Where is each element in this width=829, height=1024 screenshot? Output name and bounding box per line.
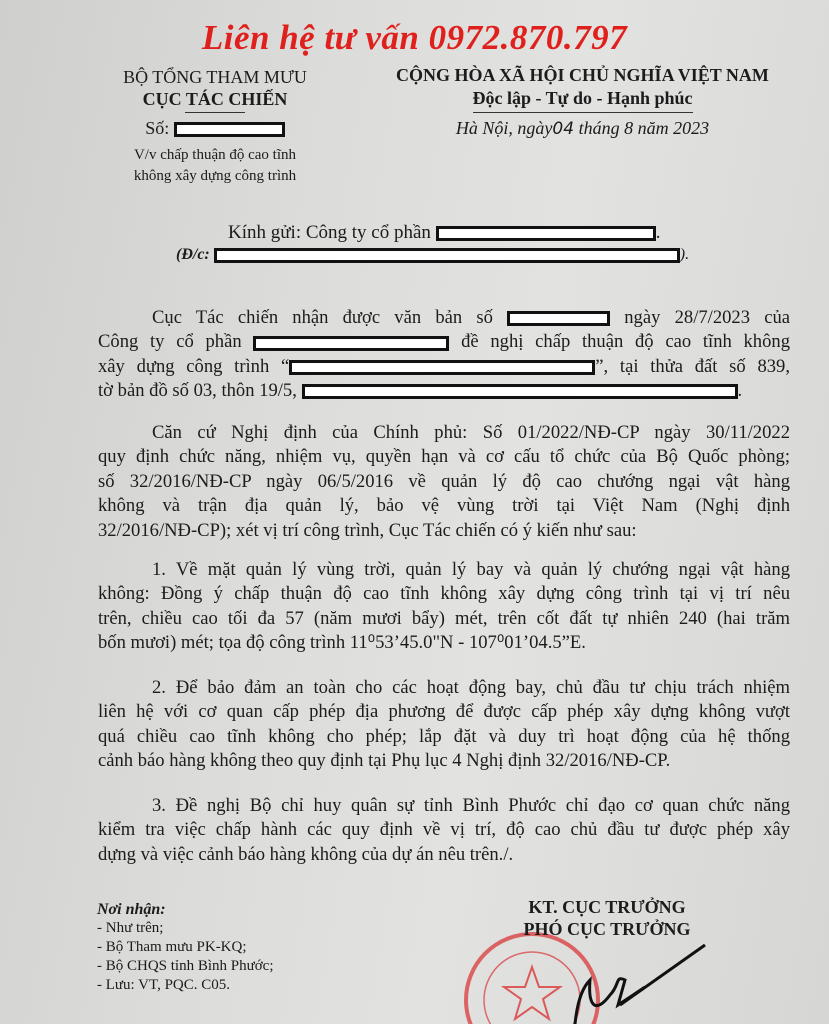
number-label: Số:	[145, 118, 170, 138]
addressee-address	[176, 246, 689, 264]
addressee-label: Kính gửi: Công ty cổ phần	[228, 222, 431, 243]
text-line	[98, 818, 790, 842]
text-line	[98, 607, 790, 631]
text-segment: 2. Để bảo đảm an toàn cho các hoạt động bay, chủ đầu tư chịu trách nhiệm	[152, 677, 790, 698]
redaction-box	[302, 384, 738, 399]
text-line	[98, 725, 790, 749]
paragraph	[98, 794, 790, 867]
signer-title: PHÓ CỤC TRƯỞNG	[523, 919, 691, 939]
text-segment: liên hệ với cơ quan cấp phép địa phương để được cấp phép xây dựng không vượt	[98, 701, 790, 723]
text-line	[98, 379, 790, 403]
text-line	[98, 700, 790, 724]
recipients-list	[97, 900, 274, 995]
text-line	[98, 494, 790, 518]
text-segment: kiểm tra việc chấp hành các quy định về vị trí, độ cao chủ đầu tư được phép xây	[98, 819, 790, 841]
text-segment: quy định chức năng, nhiệm vụ, quyền hạn và cơ cấu tổ chức của Bộ Quốc phòng;	[98, 446, 790, 468]
text-segment: không: Đồng ý chấp thuận độ cao tĩnh không xây dựng công trình tại vị trí nêu	[98, 583, 790, 605]
national-motto: Độc lập - Tự do - Hạnh phúc	[472, 88, 693, 108]
text-segment: bốn mươi) mét; tọa độ công trình 11⁰53’45.0"N - 107⁰01’04.5”E.	[98, 632, 586, 654]
star-icon	[504, 967, 560, 1019]
redaction-box	[436, 226, 656, 241]
paragraph	[98, 676, 790, 774]
date-suffix: tháng 8 năm 2023	[578, 118, 710, 138]
issuer-parent: BỘ TỔNG THAM MƯU	[123, 67, 307, 87]
date-prefix: Hà Nội, ngày	[455, 118, 553, 138]
redaction-box	[289, 360, 595, 375]
text-line	[98, 582, 790, 606]
text-segment: số 32/2016/NĐ-CP ngày 06/5/2016 về quản lý độ cao chướng ngại vật hàng	[98, 470, 790, 492]
text-line	[98, 470, 790, 494]
text-segment: không và trận địa quản lý, bảo vệ vùng trời tại Việt Nam (Nghị định	[98, 495, 790, 517]
signature-block	[492, 896, 722, 940]
text-line	[98, 306, 790, 330]
divider	[185, 112, 245, 113]
addressee	[228, 222, 660, 244]
redaction-box	[174, 122, 285, 137]
text-segment: xây dựng công trình “	[98, 355, 290, 377]
address-suffix: ).	[679, 246, 690, 263]
national-title: CỘNG HÒA XÃ HỘI CHỦ NGHĨA VIỆT NAM	[396, 65, 769, 85]
recipient-item: - Bộ CHQS tỉnh Bình Phước;	[97, 958, 274, 974]
text-line	[98, 558, 790, 582]
redaction-box	[253, 336, 449, 351]
text-segment: quá chiều cao tĩnh không cho phép; lắp đặt và duy trì hoạt động của hệ thống	[98, 725, 790, 747]
addressee-suffix: .	[655, 222, 661, 243]
text-segment: 3. Đề nghị Bộ chỉ huy quân sự tỉnh Bình Phước chỉ đạo cơ quan chức năng	[152, 795, 790, 816]
recipients-title: Nơi nhận:	[97, 901, 166, 918]
paragraph	[98, 558, 790, 656]
subject-line: không xây dựng công trình	[133, 168, 297, 184]
national-header	[355, 64, 810, 141]
text-segment: 32/2016/NĐ-CP); xét vị trí công trình, Cục Tác chiến có ý kiến như sau:	[98, 519, 637, 541]
text-segment: Cục Tác chiến nhận được văn bản số	[152, 307, 508, 328]
issuer-header	[95, 66, 335, 187]
paragraph	[98, 306, 790, 404]
text-segment: ”, tại thửa đất số 839,	[595, 355, 790, 377]
text-segment: Căn cứ Nghị định của Chính phủ: Số 01/2022/NĐ-CP ngày 30/11/2022	[152, 422, 790, 443]
document-number	[95, 117, 335, 139]
text-segment: đề nghị chấp thuận độ cao tĩnh không	[449, 331, 790, 353]
date-line	[355, 117, 810, 141]
text-line	[98, 421, 790, 445]
recipient-item: - Bộ Tham mưu PK-KQ;	[97, 939, 247, 955]
text-line	[98, 330, 790, 354]
text-segment: .	[737, 380, 743, 402]
signer-authority: KT. CỤC TRƯỞNG	[528, 897, 686, 917]
issuer-name: CỤC TÁC CHIẾN	[142, 89, 288, 109]
text-segment: ngày 28/7/2023 của	[610, 307, 790, 328]
text-segment: 1. Về mặt quản lý vùng trời, quản lý bay và quản lý chướng ngại vật hàng	[152, 559, 790, 580]
address-label: (Đ/c:	[176, 246, 210, 263]
redaction-box	[214, 248, 680, 263]
recipient-item: - Lưu: VT, PQC. C05.	[97, 977, 231, 993]
subject	[95, 145, 335, 187]
redaction-box	[507, 311, 610, 326]
text-line	[98, 794, 790, 818]
text-line	[98, 355, 790, 379]
subject-line: V/v chấp thuận độ cao tĩnh	[133, 147, 297, 163]
text-line	[98, 445, 790, 469]
text-segment: tờ bản đồ số 03, thôn 19/5,	[98, 380, 302, 402]
text-line	[98, 519, 790, 543]
text-segment: dựng và việc cảnh báo hàng không của dự án nêu trên./.	[98, 843, 514, 865]
text-line	[98, 676, 790, 700]
divider	[473, 112, 693, 113]
ad-banner: Liên hệ tư vấn 0972.870.797	[201, 18, 628, 57]
handwritten-day: 04	[552, 119, 575, 139]
paragraph	[98, 421, 790, 543]
text-line	[98, 843, 790, 867]
text-segment: trên, chiều cao tối đa 57 (năm mươi bẩy) mét, trên cốt đất tự nhiên 240 (hai trăm	[98, 607, 790, 629]
recipient-item: - Như trên;	[97, 920, 164, 936]
text-line	[98, 749, 790, 773]
text-line	[98, 631, 790, 655]
text-segment: cảnh báo hàng không theo quy định tại Phụ lục 4 Nghị định 32/2016/NĐ-CP.	[98, 750, 671, 772]
text-segment: Công ty cổ phần	[98, 331, 254, 353]
